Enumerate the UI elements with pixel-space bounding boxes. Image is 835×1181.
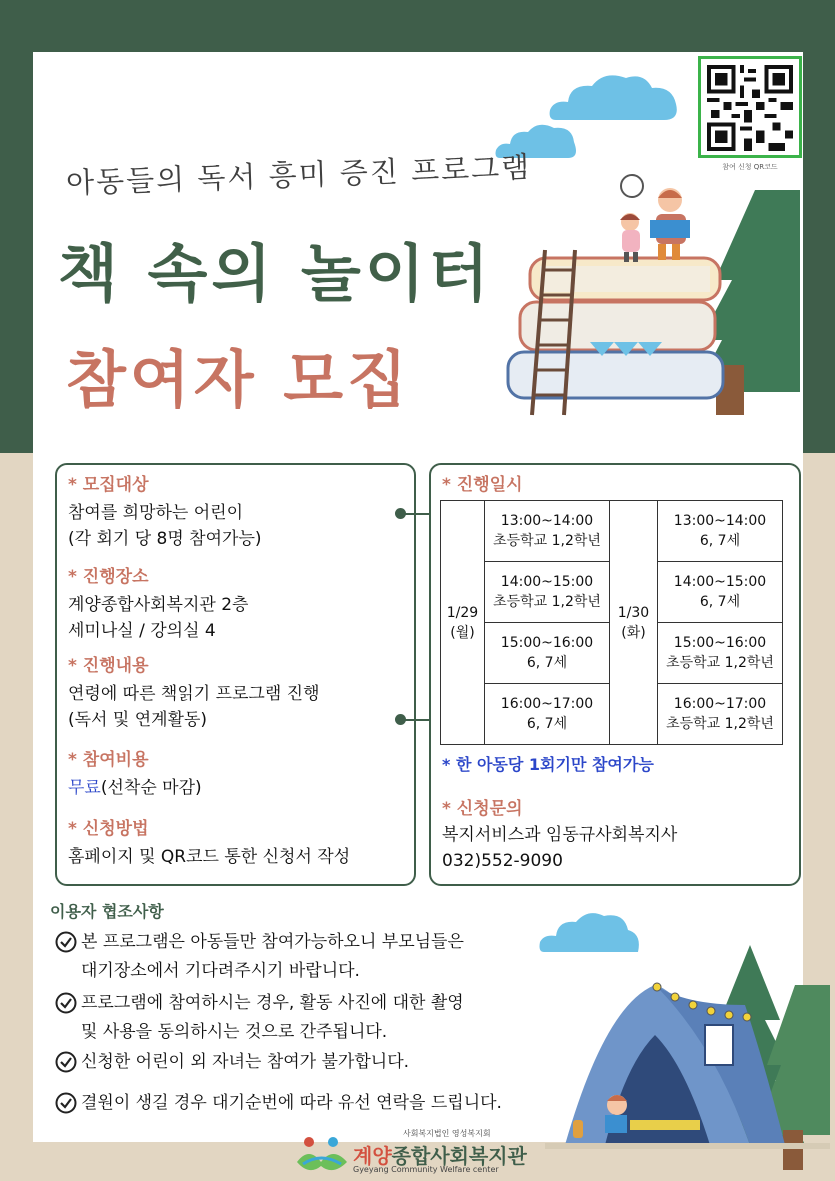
cautions-title: 이용자 협조사항 <box>50 902 164 921</box>
cost-free: 무료 <box>68 778 101 798</box>
method-title: * 신청방법 <box>68 819 149 839</box>
day1-date: 1/29 <box>446 604 479 621</box>
qr-code[interactable] <box>698 56 802 158</box>
caution-item <box>55 989 464 1047</box>
slot-group: 6, 7세 <box>699 594 741 610</box>
slot-time: 14:00~15:00 <box>500 574 594 590</box>
check-circle-icon <box>55 992 77 1014</box>
caution-text: 프로그램에 참여하시는 경우, 활동 사진에 대한 촬영 <box>81 993 464 1013</box>
day1-weekday: (월) <box>450 624 475 641</box>
day1-slot <box>485 684 610 745</box>
slot-group: 6, 7세 <box>526 716 568 732</box>
one-session-note: * 한 아동당 1회기만 참여가능 <box>442 755 654 774</box>
caution-text: 신청한 어린이 외 자녀는 참여가 불가합니다. <box>81 1052 410 1072</box>
welfare-center-logo <box>293 1128 533 1176</box>
day1-slot <box>485 562 610 623</box>
day2-date: 1/30 <box>617 604 650 621</box>
day1-slot <box>485 623 610 684</box>
day2-slot <box>658 562 783 623</box>
content-title: * 진행내용 <box>68 656 149 676</box>
slot-group: 초등학교 1,2학년 <box>666 716 774 732</box>
inquiry-phone: 032)552-9090 <box>442 851 563 871</box>
caution-item <box>55 928 464 986</box>
target-line1: 참여를 희망하는 어린이 <box>68 503 244 523</box>
slot-time: 15:00~16:00 <box>673 635 767 651</box>
logo-small-text: 사회복지법인 영성복지회 <box>403 1129 491 1138</box>
place-title: * 진행장소 <box>68 567 149 587</box>
logo-name-rest: 종합사회복지관 <box>391 1144 527 1168</box>
slot-group: 초등학교 1,2학년 <box>493 594 601 610</box>
connector-dot <box>395 508 406 519</box>
caution-text: 결원이 생길 경우 대기순번에 따라 유선 연락을 드립니다. <box>81 1093 502 1113</box>
day1-slot <box>485 501 610 562</box>
slot-group: 초등학교 1,2학년 <box>493 533 601 549</box>
day1-cell <box>441 501 485 745</box>
page-title: 책 속의 놀이터 <box>58 237 493 310</box>
schedule-table <box>440 500 783 745</box>
connector-dot <box>395 714 406 725</box>
day2-slot <box>658 623 783 684</box>
inquiry-line1: 복지서비스과 임동규사회복지사 <box>442 825 678 845</box>
schedule-title: * 진행일시 <box>442 475 523 495</box>
slot-time: 15:00~16:00 <box>500 635 594 651</box>
cost-title: * 참여비용 <box>68 750 149 770</box>
books-ladder-illustration <box>500 170 800 420</box>
caution-item <box>55 1089 502 1118</box>
caution-text: 및 사용을 동의하시는 것으로 간주됩니다. <box>81 1022 388 1042</box>
day2-slot <box>658 684 783 745</box>
slot-time: 14:00~15:00 <box>673 574 767 590</box>
slot-time: 16:00~17:00 <box>673 696 767 712</box>
content-line2: (독서 및 연계활동) <box>68 710 208 730</box>
logo-english: Gyeyang Community Welfare center <box>353 1165 499 1174</box>
slot-time: 13:00~14:00 <box>500 513 594 529</box>
slot-group: 초등학교 1,2학년 <box>666 655 774 671</box>
qr-caption: 참여 신청 QR코드 <box>722 163 778 171</box>
day2-weekday: (화) <box>621 624 646 641</box>
target-line2: (각 회기 당 8명 참여가능) <box>68 529 262 549</box>
logo-name-accent: 계양 <box>353 1144 392 1168</box>
slot-time: 16:00~17:00 <box>500 696 594 712</box>
check-circle-icon <box>55 1092 77 1114</box>
place-line1: 계양종합사회복지관 2층 <box>68 595 249 615</box>
logo-mark-icon <box>293 1132 351 1176</box>
caution-text: 본 프로그램은 아동들만 참여가능하오니 부모님들은 <box>81 932 464 952</box>
caution-text: 대기장소에서 기다려주시기 바랍니다. <box>81 961 360 981</box>
cost-line <box>68 775 202 801</box>
cost-note: (선착순 마감) <box>100 778 202 798</box>
target-title: * 모집대상 <box>68 475 149 495</box>
book-tent-illustration <box>545 945 830 1175</box>
slot-time: 13:00~14:00 <box>673 513 767 529</box>
table-row <box>441 501 783 562</box>
day2-slot <box>658 501 783 562</box>
check-circle-icon <box>55 1051 77 1073</box>
check-circle-icon <box>55 931 77 953</box>
caution-item <box>55 1048 409 1077</box>
place-line2: 세미나실 / 강의실 4 <box>68 621 216 641</box>
cloud-illustration <box>548 70 680 122</box>
day2-cell <box>610 501 658 745</box>
method-line1: 홈페이지 및 QR코드 통한 신청서 작성 <box>68 847 351 867</box>
program-subtitle: 아동들의 독서 흥미 증진 프로그램 <box>65 149 532 201</box>
content-line1: 연령에 따른 책읽기 프로그램 진행 <box>68 684 320 704</box>
recruit-title: 참여자 모집 <box>66 343 412 416</box>
slot-group: 6, 7세 <box>526 655 568 671</box>
slot-group: 6, 7세 <box>699 533 741 549</box>
inquiry-title: * 신청문의 <box>442 799 523 819</box>
